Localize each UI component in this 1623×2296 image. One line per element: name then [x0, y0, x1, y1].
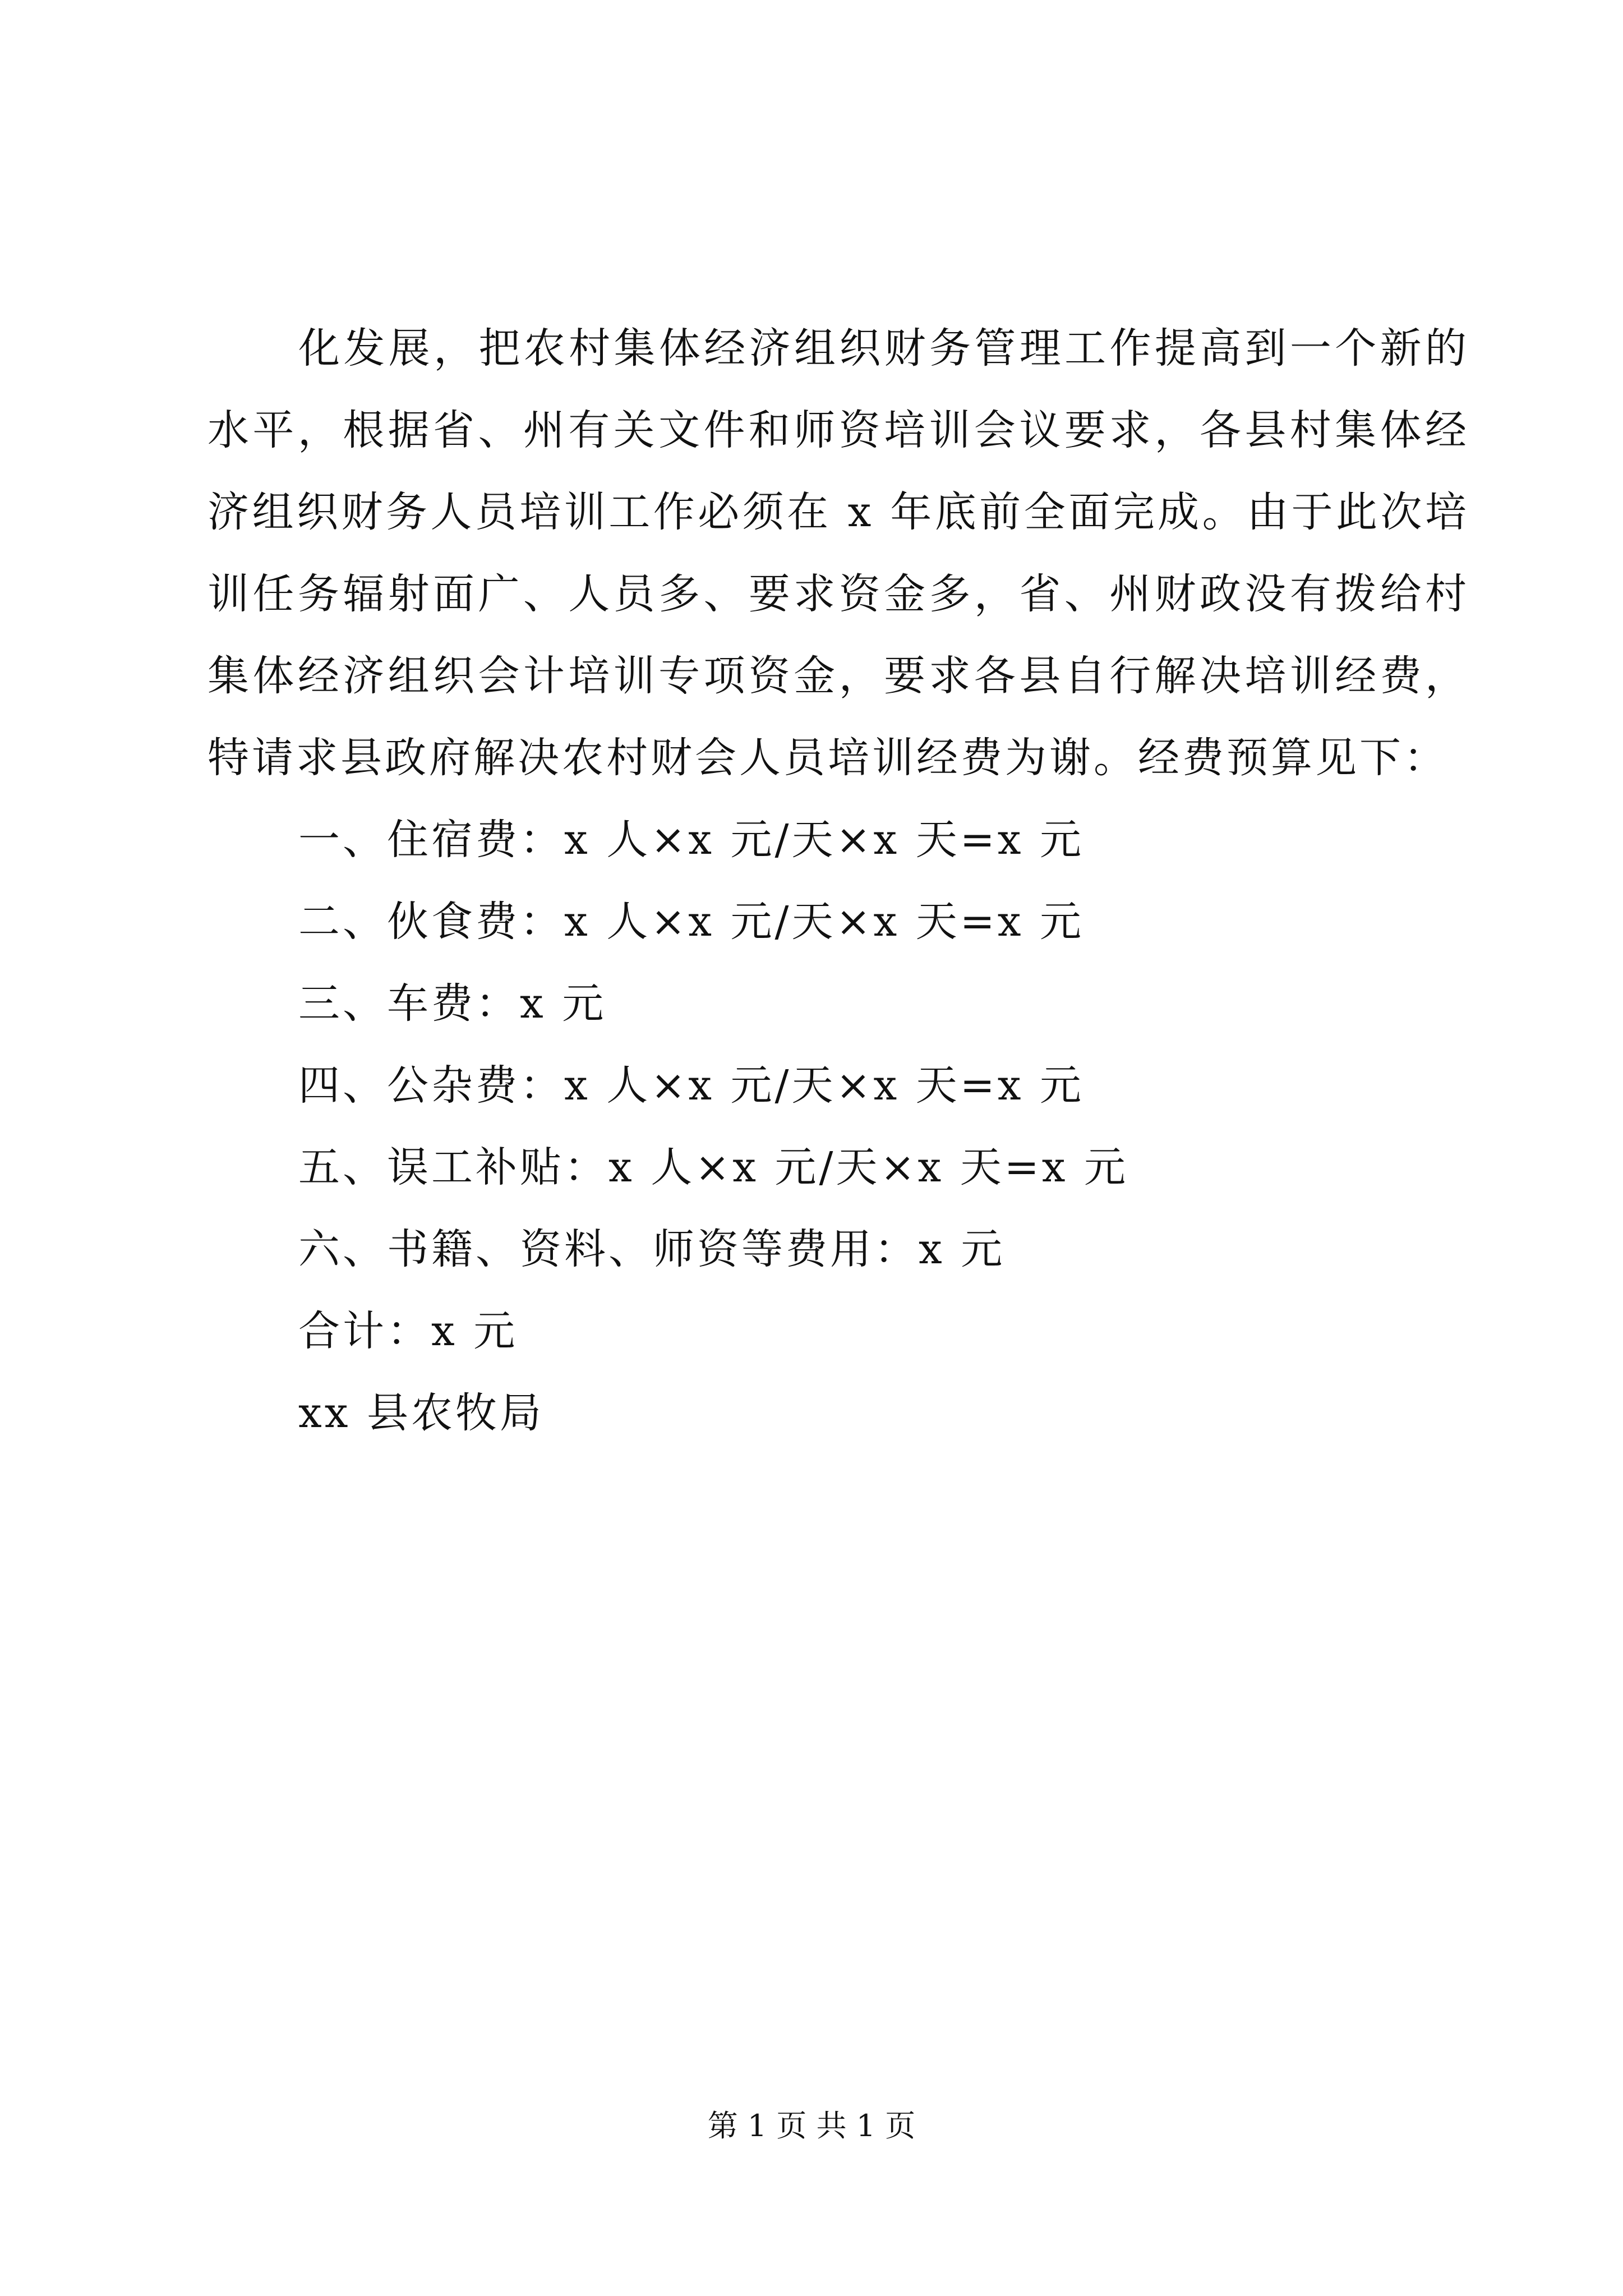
budget-total: 合计：x 元	[298, 1307, 518, 1355]
budget-item-lodging: 一、住宿费：x 人×x 元/天×x 天=x 元	[298, 816, 1084, 864]
budget-item-lost-work-subsidy: 五、误工补贴：x 人×x 元/天×x 天=x 元	[298, 1143, 1128, 1191]
paragraph-line: 济组织财务人员培训工作必须在 x 年底前全面完成。由于此次培	[208, 488, 1469, 536]
budget-item-meals: 二、伙食费：x 人×x 元/天×x 天=x 元	[298, 898, 1084, 946]
page-footer: 第 1 页 共 1 页	[707, 2108, 916, 2143]
signature: xx 县农牧局	[298, 1389, 544, 1437]
budget-item-transport: 三、车费：x 元	[298, 979, 607, 1028]
paragraph-line: 化发展，把农村集体经济组织财务管理工作提高到一个新的	[298, 324, 1469, 372]
paragraph-line: 特请求县政府解决农村财会人员培训经费为谢。经费预算见下：	[208, 734, 1448, 782]
paragraph-line: 水平，根据省、州有关文件和师资培训会议要求，各县村集体经	[208, 406, 1469, 454]
budget-item-misc: 四、公杂费：x 人×x 元/天×x 天=x 元	[298, 1061, 1084, 1110]
paragraph-line: 训任务辐射面广、人员多、要求资金多，省、州财政没有拨给村	[208, 570, 1469, 618]
document-body	[208, 307, 1469, 1454]
budget-item-books-materials: 六、书籍、资料、师资等费用：x 元	[298, 1225, 1006, 1273]
paragraph-line: 集体经济组织会计培训专项资金，要求各县自行解决培训经费，	[208, 652, 1469, 700]
